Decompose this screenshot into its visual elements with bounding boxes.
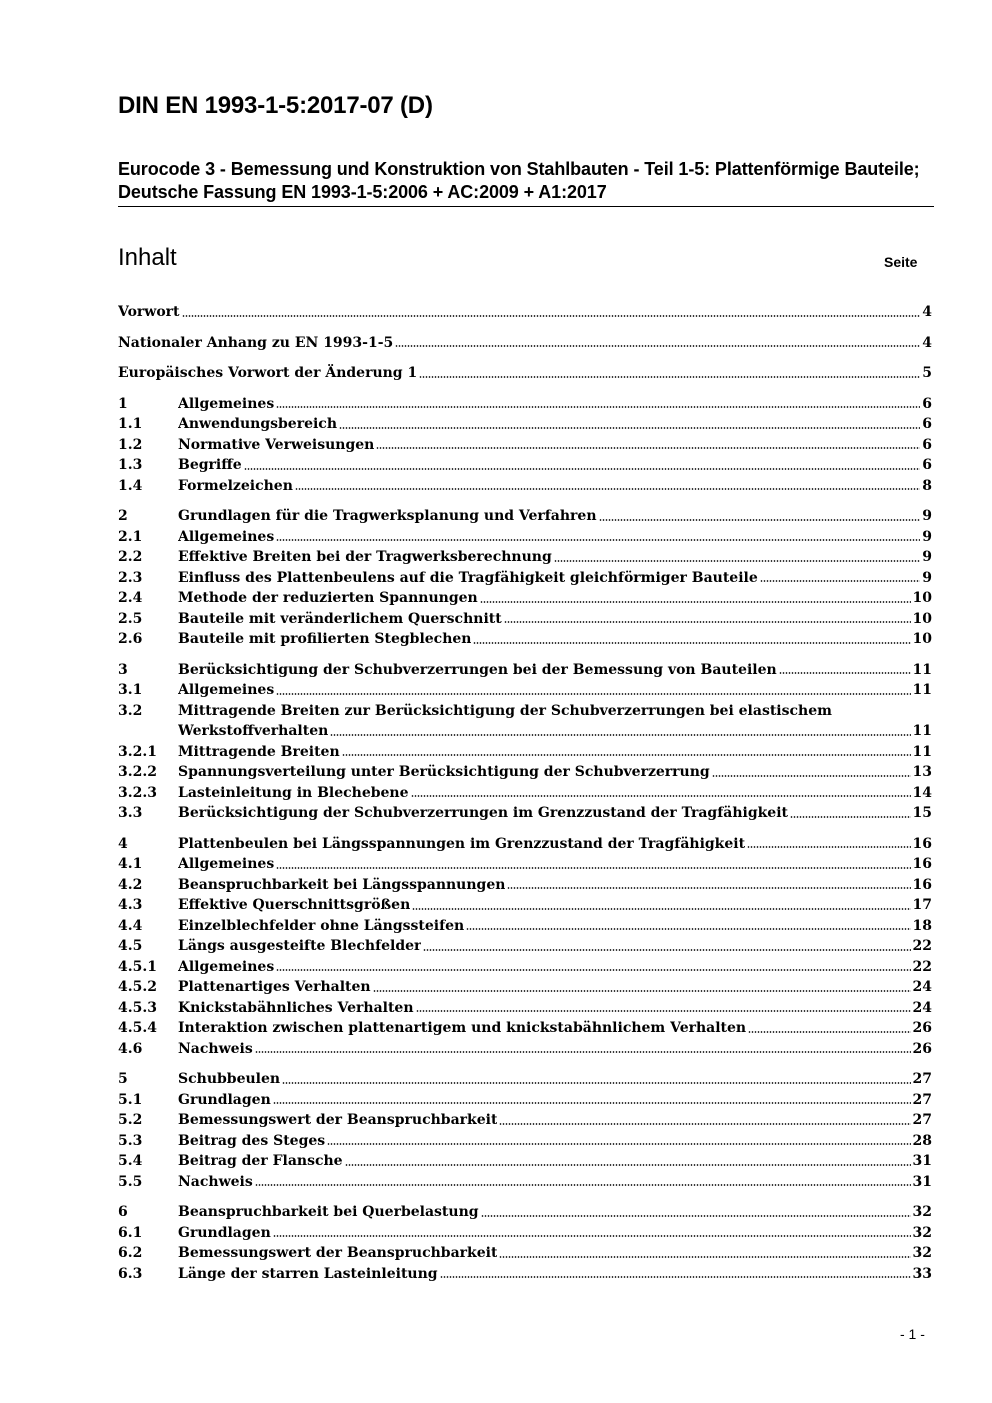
toc-dot-leader [554,559,921,563]
toc-dot-leader [276,692,910,696]
toc-dot-leader [416,1009,911,1013]
toc-entry-line [118,721,932,742]
toc-entry[interactable] [118,1151,932,1172]
toc-entry-page: 24 [912,979,932,995]
toc-entry[interactable] [118,875,932,896]
toc-dot-leader [423,948,910,952]
toc-dot-leader [327,1142,910,1146]
toc-entry-page: 11 [912,723,932,739]
toc-entry-number: 4 [118,835,128,852]
toc-dot-leader [276,866,910,870]
toc-entry-page: 6 [922,436,932,453]
toc-dot-leader [412,907,910,911]
toc-entry[interactable] [118,435,932,456]
toc-entry[interactable] [118,609,932,630]
toc-entry-page: 26 [912,1020,932,1036]
document-title: DIN EN 1993-1-5:2017-07 (D) [118,92,433,119]
toc-entry[interactable] [118,414,932,435]
toc-entry-title: Bemessungswert der Beanspruchbarkeit [178,1245,498,1261]
toc-dot-leader [507,886,910,890]
toc-entry-number: 3 [118,661,128,678]
toc-entry[interactable] [118,916,932,937]
toc-entry-page: 31 [912,1173,932,1190]
toc-entry-title: Bemessungswert der Beanspruchbarkeit [178,1112,498,1128]
toc-entry-page: 15 [912,805,932,821]
toc-entry-page: 4 [922,334,932,351]
document-subtitle: Eurocode 3 - Bemessung und Konstruktion von Stahlbauten - Teil 1-5: Plattenförmige Bauteile; Deutsche Fassung EN 1993-1-5:2006 + AC:2009 + A1:2017 [118,159,920,202]
toc-entry[interactable] [118,1069,932,1090]
toc-entry-page: 32 [912,1204,932,1220]
toc-dot-leader [345,1163,911,1167]
toc-entry-page: 10 [912,590,932,606]
toc-entry[interactable] [118,660,932,681]
toc-dot-leader [760,579,920,583]
toc-entry[interactable] [118,1202,932,1223]
toc-group [118,302,932,323]
toc-entry-page: 6 [922,457,932,473]
toc-entry-page: 6 [922,416,932,432]
toc-entry[interactable] [118,1110,932,1131]
toc-entry[interactable] [118,957,932,978]
toc-dot-leader [330,733,910,737]
toc-entry-page: 18 [912,917,932,934]
toc-entry-title: Nachweis [178,1040,253,1057]
toc-dot-leader [273,1101,911,1105]
toc-entry-title: Beanspruchbarkeit bei Querbelastung [178,1204,479,1220]
toc-entry-number: 1.1 [118,416,143,432]
toc-dot-leader [419,375,920,379]
toc-group [118,660,932,824]
toc-entry-page: 8 [922,477,932,494]
toc-entry-number: 2.2 [118,549,143,565]
toc-entry[interactable] [118,834,932,855]
toc-entry[interactable] [118,803,932,824]
toc-group [118,333,932,354]
toc-entry[interactable] [118,1018,932,1039]
toc-entry-page: 11 [912,661,932,678]
toc-entry-page: 17 [912,897,932,913]
toc-entry-title: Knickstabähnliches Verhalten [178,999,414,1016]
toc-entry[interactable] [118,333,932,354]
toc-entry-title: Länge der starren Lasteinleitung [178,1265,438,1282]
toc-entry-title: Berücksichtigung der Schubverzerrungen bei der Bemessung von Bauteilen [178,661,777,678]
toc-entry-page: 13 [912,764,932,780]
toc-entry-title: Interaktion zwischen plattenartigem und knickstabähnlichem Verhalten [178,1020,747,1036]
toc-entry-number: 1.3 [118,457,143,473]
toc-dot-leader [499,1122,910,1126]
toc-dot-leader [440,1275,911,1279]
toc-entry[interactable] [118,977,932,998]
toc-entry-page: 16 [912,856,932,872]
toc-entry[interactable] [118,854,932,875]
toc-dot-leader [747,845,910,849]
toc-entry[interactable] [118,895,932,916]
toc-entry-title: Mittragende Breiten [178,743,340,760]
toc-entry-page: 33 [912,1265,932,1282]
toc-entry-title: Plattenbeulen bei Längsspannungen im Grenzzustand der Tragfähigkeit [178,835,746,852]
toc-entry[interactable] [118,936,932,957]
toc-entry-number: 2.5 [118,610,143,627]
toc-entry[interactable] [118,476,932,497]
toc-dot-leader [790,815,911,819]
toc-entry[interactable] [118,363,932,384]
toc-entry-number: 4.1 [118,856,143,872]
toc-entry-number: 6.1 [118,1224,143,1241]
toc-entry[interactable] [118,506,932,527]
toc-dot-leader [276,968,910,972]
toc-entry[interactable] [118,1131,932,1152]
toc-entry-number: 4.3 [118,897,143,913]
toc-entry[interactable] [118,1090,932,1111]
toc-entry-title: Allgemeines [178,856,275,872]
toc-dot-leader [748,1030,910,1034]
toc-dot-leader [481,1214,911,1218]
toc-entry-title: Einzelblechfelder ohne Längssteifen [178,917,465,934]
toc-group [118,363,932,384]
toc-entry-title: Berücksichtigung der Schubverzerrungen im Grenzzustand der Tragfähigkeit [178,805,788,821]
toc-entry-page: 32 [912,1245,932,1261]
toc-entry-number: 5.2 [118,1112,143,1128]
toc-group [118,834,932,1060]
toc-entry-page: 6 [922,395,932,412]
toc-entry-title: Grundlagen [178,1091,271,1108]
toc-entry-number: 4.6 [118,1040,143,1057]
toc-entry[interactable] [118,742,932,763]
toc-entry-title: Spannungsverteilung unter Berücksichtigung der Schubverzerrung [178,764,710,780]
toc-entry[interactable] [118,588,932,609]
toc-entry-title: Beitrag des Steges [178,1132,326,1149]
toc-entry-page: 22 [912,958,932,975]
toc-entry-number: 4.2 [118,876,143,893]
toc-entry-page: 26 [912,1040,932,1057]
toc-entry-number: 4.5.2 [118,979,157,995]
toc-entry-page: 24 [912,999,932,1016]
toc-entry-page: 5 [922,365,932,381]
toc-entry-number: 3.1 [118,682,143,698]
toc-entry-page: 31 [912,1153,932,1169]
toc-entry-title: Allgemeines [178,682,275,698]
toc-entry[interactable] [118,1172,932,1193]
toc-dot-leader [244,467,921,471]
toc-entry[interactable] [118,547,932,568]
toc-entry-title: Lasteinleitung in Blechebene [178,784,409,801]
toc-dot-leader [473,641,910,645]
toc-entry-page: 9 [922,569,932,586]
toc-entry-title-continued: Werkstoffverhalten [178,723,329,739]
toc-dot-leader [255,1183,911,1187]
toc-entry-page: 11 [912,743,932,760]
toc-entry-page: 10 [912,610,932,627]
toc-dot-leader [276,538,920,542]
toc-dot-leader [712,774,911,778]
toc-entry-number: 2.4 [118,590,143,606]
toc-heading: Inhalt [118,244,177,271]
toc-dot-leader [779,671,911,675]
toc-entry-title: Normative Verweisungen [178,436,375,453]
toc-entry-title: Allgemeines [178,395,275,412]
toc-dot-leader [499,1255,910,1259]
toc-entry[interactable] [118,568,932,589]
toc-entry-number: 3.3 [118,805,143,821]
page-column-label: Seite [884,254,918,270]
toc-entry-title: Methode der reduzierten Spannungen [178,590,478,606]
toc-entry-page: 27 [912,1071,932,1087]
toc-entry-number: 5.1 [118,1091,143,1108]
toc-dot-leader [339,426,920,430]
toc-entry-number: 2.3 [118,569,143,586]
toc-dot-leader [466,927,910,931]
toc-group [118,1202,932,1284]
toc-dot-leader [276,405,920,409]
toc-entry-title: Nationaler Anhang zu EN 1993-1-5 [118,334,394,351]
toc-entry-number: 4.5 [118,938,143,954]
toc-entry-number: 4.5.3 [118,999,157,1016]
toc-entry-title: Allgemeines [178,528,275,545]
toc-entry-number: 6.2 [118,1245,143,1261]
toc-entry-number: 4.5.4 [118,1020,157,1036]
toc-dot-leader [504,620,911,624]
toc-entry-page: 10 [912,631,932,647]
toc-entry-number: 5.3 [118,1132,143,1149]
toc-entry-number: 5.5 [118,1173,143,1190]
toc-group [118,506,932,650]
toc-entry-page: 9 [922,549,932,565]
toc-entry-title: Bauteile mit profilierten Stegblechen [178,631,472,647]
toc-dot-leader [342,753,911,757]
toc-entry-page: 4 [922,304,932,320]
toc-entry-number: 3.2 [118,702,143,719]
toc-entry-number: 2 [118,508,128,524]
toc-entry[interactable] [118,1039,932,1060]
toc-entry-title: Bauteile mit veränderlichem Querschnitt [178,610,502,627]
toc-entry-title: Effektive Querschnittsgrößen [178,897,411,913]
toc-entry-number: 3.2.1 [118,743,157,760]
toc-entry-title: Beanspruchbarkeit bei Längsspannungen [178,876,506,893]
toc-entry-page: 9 [922,508,932,524]
toc-entry-page: 27 [912,1112,932,1128]
toc-dot-leader [182,314,921,318]
title-divider [118,206,934,207]
toc-entry-number: 1 [118,395,128,412]
toc-entry-number: 3.2.2 [118,764,157,780]
toc-group [118,394,932,497]
toc-entry-line [118,701,932,722]
toc-entry-number: 4.5.1 [118,958,157,975]
toc-entry-title: Allgemeines [178,958,275,975]
page-number: - 1 - [900,1326,925,1342]
toc-entry-title: Anwendungsbereich [178,416,337,432]
toc-dot-leader [599,518,921,522]
toc-entry-page: 16 [912,835,932,852]
toc-entry-number: 1.4 [118,477,143,494]
toc-dot-leader [273,1234,911,1238]
toc-dot-leader [255,1050,911,1054]
toc-entry-title: Nachweis [178,1173,253,1190]
toc-entry-page: 11 [912,682,932,698]
toc-entry-title: Begriffe [178,457,242,473]
toc-entry-number: 3.2.3 [118,784,157,801]
toc-entry-title: Mittragende Breiten zur Berücksichtigung der Schubverzerrungen bei elastischem [178,702,832,719]
toc-entry[interactable] [118,998,932,1019]
toc-group [118,1069,932,1192]
toc-entry-page: 27 [912,1091,932,1108]
toc-entry-number: 5 [118,1071,128,1087]
toc-entry-number: 2.6 [118,631,143,647]
toc-entry-title: Formelzeichen [178,477,293,494]
toc-entry-title: Grundlagen [178,1224,271,1241]
toc-dot-leader [480,600,911,604]
toc-entry-number: 6 [118,1204,128,1220]
toc-entry-title: Einfluss des Plattenbeulens auf die Tragfähigkeit gleichförmiger Bauteile [178,569,758,586]
toc-entry[interactable] [118,302,932,323]
toc-dot-leader [395,344,920,348]
toc-dot-leader [376,446,920,450]
table-of-contents [118,302,932,1294]
toc-entry-title: Plattenartiges Verhalten [178,979,371,995]
toc-entry[interactable] [118,1223,932,1244]
toc-entry[interactable] [118,701,932,742]
toc-entry-number: 2.1 [118,528,143,545]
toc-entry[interactable] [118,762,932,783]
toc-entry-title: Grundlagen für die Tragwerksplanung und Verfahren [178,508,597,524]
toc-entry[interactable] [118,527,932,548]
toc-entry[interactable] [118,629,932,650]
toc-entry-page: 9 [922,528,932,545]
toc-entry-title: Längs ausgesteifte Blechfelder [178,938,422,954]
toc-entry[interactable] [118,783,932,804]
toc-dot-leader [373,989,911,993]
toc-entry-title: Effektive Breiten bei der Tragwerksberechnung [178,549,552,565]
toc-entry[interactable] [118,1264,932,1285]
toc-entry-title: Europäisches Vorwort der Änderung 1 [118,365,418,381]
toc-dot-leader [282,1081,910,1085]
toc-entry[interactable] [118,394,932,415]
toc-entry-title: Beitrag der Flansche [178,1153,343,1169]
toc-dot-leader [295,487,920,491]
toc-dot-leader [411,794,911,798]
toc-entry-page: 16 [912,876,932,893]
toc-entry[interactable] [118,1243,932,1264]
toc-entry[interactable] [118,680,932,701]
toc-entry[interactable] [118,455,932,476]
toc-entry-number: 4.4 [118,917,143,934]
toc-entry-title: Vorwort [118,304,180,320]
toc-entry-page: 32 [912,1224,932,1241]
toc-entry-title: Schubbeulen [178,1071,281,1087]
toc-entry-page: 22 [912,938,932,954]
toc-entry-number: 1.2 [118,436,143,453]
toc-entry-page: 28 [912,1132,932,1149]
toc-entry-number: 6.3 [118,1265,143,1282]
toc-entry-number: 5.4 [118,1153,143,1169]
toc-entry-page: 14 [912,784,932,801]
